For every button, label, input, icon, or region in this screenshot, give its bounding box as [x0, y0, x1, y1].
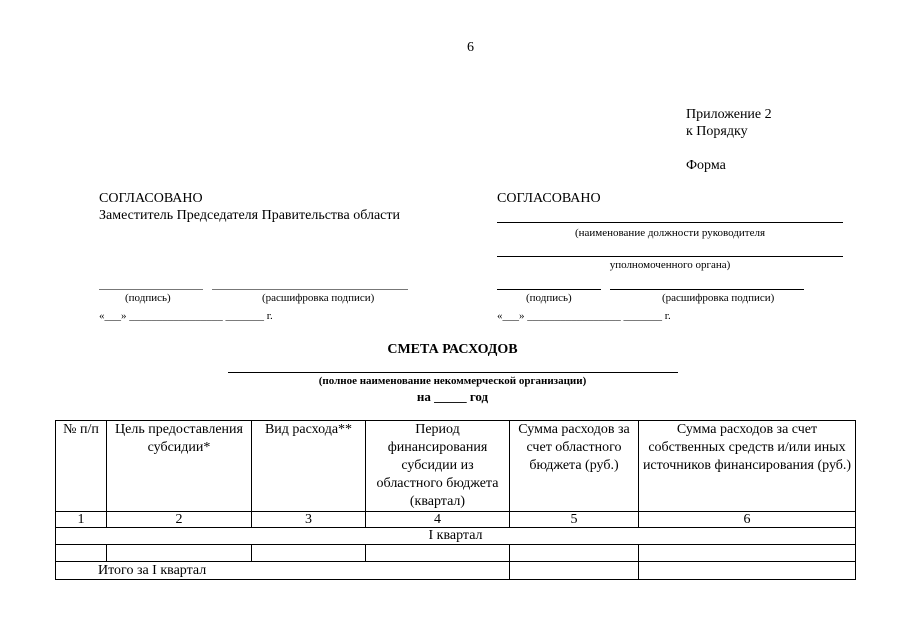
header-regional-budget-amount: Сумма расходов за счет областного бюджета (руб.) — [510, 421, 639, 512]
column-number: 3 — [252, 512, 366, 528]
document-title: СМЕТА РАСХОДОВ — [387, 342, 518, 357]
total-label: Итого за I квартал — [56, 562, 510, 580]
table-cell[interactable] — [252, 545, 366, 562]
header-own-funds-amount: Сумма расходов за счет собственных средств и/или иных источников финансирования (руб.) — [639, 421, 856, 512]
page-number: 6 — [467, 40, 474, 55]
table-row — [56, 545, 856, 562]
left-decoding-line — [212, 289, 408, 290]
header-number: № п/п — [56, 421, 107, 512]
right-position-caption-1: (наименование должности руководителя — [574, 227, 766, 239]
table-cell[interactable] — [366, 545, 510, 562]
table-header-row — [56, 421, 856, 512]
estimate-table — [55, 420, 856, 580]
left-date-line: «___» _________________ _______ г. — [99, 310, 273, 322]
organization-caption: (полное наименование некоммерческой организации) — [318, 375, 587, 387]
organization-name-line — [228, 372, 678, 373]
left-signature-line — [99, 289, 203, 290]
table-cell[interactable] — [56, 545, 107, 562]
table-cell[interactable] — [510, 545, 639, 562]
header-period: Период финансирования субсидии из областного бюджета (квартал) — [366, 421, 510, 512]
column-number-row — [56, 512, 856, 528]
right-date-line: «___» _________________ _______ г. — [497, 310, 671, 322]
right-position-caption-2: уполномоченного органа) — [609, 259, 731, 271]
right-approval-title: СОГЛАСОВАНО — [497, 191, 601, 206]
right-decoding-caption: (расшифровка подписи) — [662, 292, 775, 304]
right-position-line-1 — [497, 222, 843, 223]
table-cell[interactable] — [107, 545, 252, 562]
appendix-reference: к Порядку — [686, 124, 748, 139]
quarter-label: I квартал — [56, 528, 856, 545]
column-number: 1 — [56, 512, 107, 528]
appendix-label: Приложение 2 — [686, 107, 772, 122]
total-own-funds-cell[interactable] — [639, 562, 856, 580]
total-regional-budget-cell[interactable] — [510, 562, 639, 580]
form-label: Форма — [686, 158, 726, 173]
year-line: на _____ год — [416, 389, 489, 404]
header-expense-type: Вид расхода** — [252, 421, 366, 512]
left-approval-position: Заместитель Председателя Правительства области — [99, 208, 400, 223]
left-decoding-caption: (расшифровка подписи) — [262, 292, 375, 304]
table-cell[interactable] — [639, 545, 856, 562]
right-position-line-2 — [497, 256, 843, 257]
total-row — [56, 562, 856, 580]
right-decoding-line — [610, 289, 804, 290]
column-number: 2 — [107, 512, 252, 528]
left-approval-title: СОГЛАСОВАНО — [99, 191, 203, 206]
column-number: 4 — [366, 512, 510, 528]
header-purpose: Цель предоставления субсидии* — [107, 421, 252, 512]
quarter-row — [56, 528, 856, 545]
column-number: 6 — [639, 512, 856, 528]
right-signature-line — [497, 289, 601, 290]
right-signature-caption: (подпись) — [526, 292, 572, 304]
left-signature-caption: (подпись) — [125, 292, 171, 304]
column-number: 5 — [510, 512, 639, 528]
